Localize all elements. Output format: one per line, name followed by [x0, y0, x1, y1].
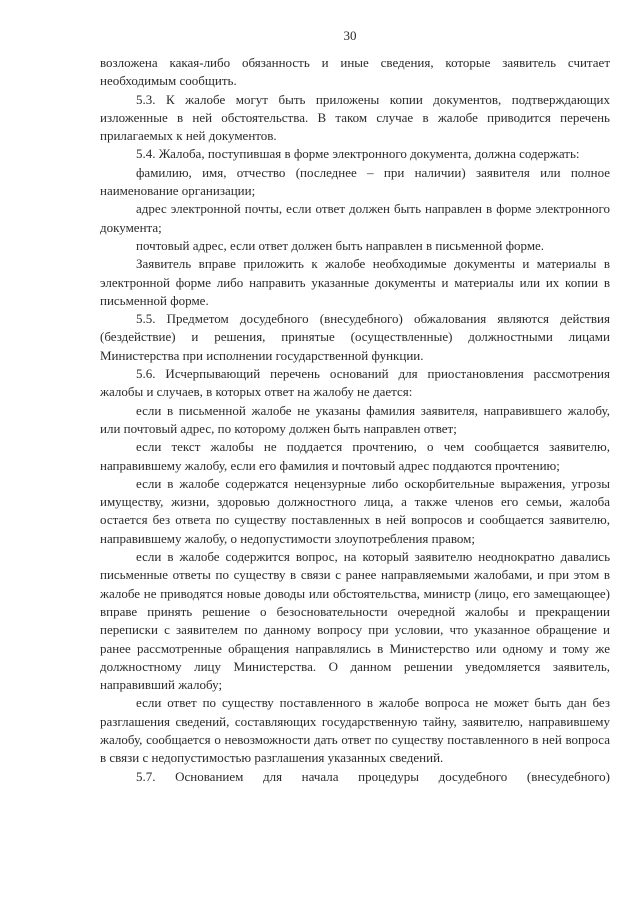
- paragraph: если текст жалобы не поддается прочтению, о чем сообщается заявителю, направившему жалобу, если его фамилия и почтовый адрес поддаются прочтению;: [100, 439, 610, 473]
- paragraph: если в жалобе содержатся нецензурные либо оскорбительные выражения, угрозы имуществу, жизни, здоровью должностного лица, а также членов его семьи, жалоба остается без ответа по существу поставленных в ней вопросов и сообщается заявителю, направившему жалобу, о недопустимости злоупотребления правом;: [100, 475, 610, 546]
- paragraph: адрес электронной почты, если ответ должен быть направлен в форме электронного документа;: [100, 201, 610, 235]
- paragraph: 5.6. Исчерпывающий перечень оснований для приостановления рассмотрения жалобы и случаев, в которых ответ на жалобу не дается:: [100, 366, 610, 400]
- paragraph: 5.5. Предметом досудебного (внесудебного) обжалования являются действия (бездействие) и решения, принятые (осуществленные) должностными лицами Министерства при исполнении государственной функции.: [100, 311, 610, 363]
- page-number: 30: [343, 28, 357, 43]
- paragraph: возложена какая-либо обязанность и иные сведения, которые заявитель считает необходимым сообщить.: [100, 55, 610, 89]
- paragraph: Заявитель вправе приложить к жалобе необходимые документы и материалы в электронной форме либо направить указанные документы и материалы или их копии в письменной форме.: [100, 256, 610, 308]
- paragraph: если ответ по существу поставленного в жалобе вопроса не может быть дан без разглашения сведений, составляющих государственную тайну, заявителю, направившему жалобу, сообщается о невозможности дать ответ по существу поставленного в ней вопроса в связи с недопустимостью разглашения указанных сведений.: [100, 695, 610, 766]
- paragraph: фамилию, имя, отчество (последнее – при наличии) заявителя или полное наименование организации;: [100, 164, 610, 199]
- paragraph: почтовый адрес, если ответ должен быть направлен в письменной форме.: [136, 237, 545, 253]
- paragraph: 5.7. Основанием для начала процедуры досудебного (внесудебного): [136, 768, 610, 784]
- paragraph: если в жалобе содержится вопрос, на который заявителю неоднократно давались письменные ответы по существу в связи с ранее направляемыми жалобами, и при этом в жалобе не приводятся новые доводы или обстоятельства, министр (лицо, его замещающее) вправе принять решение о безосновательности очередной жалобы и прекращении переписки с заявителем по данному вопросу при условии, что указанное обращение и ранее рассмотренные обращения направлялись в Министерство или одному и тому же должностному лицу Министерства. О данном решении уведомляется заявитель, направивший жалобу;: [100, 549, 610, 693]
- paragraph: если в письменной жалобе не указаны фамилия заявителя, направившего жалобу, или почтовый адрес, по которому должен быть направлен ответ;: [100, 402, 610, 436]
- paragraph: 5.3. К жалобе могут быть приложены копии документов, подтверждающих изложенные в ней обстоятельства. В таком случае в жалобе приводится перечень прилагаемых к ней документов.: [100, 91, 610, 144]
- document-body: [100, 54, 610, 786]
- paragraph: 5.4. Жалоба, поступившая в форме электронного документа, должна содержать:: [136, 146, 580, 162]
